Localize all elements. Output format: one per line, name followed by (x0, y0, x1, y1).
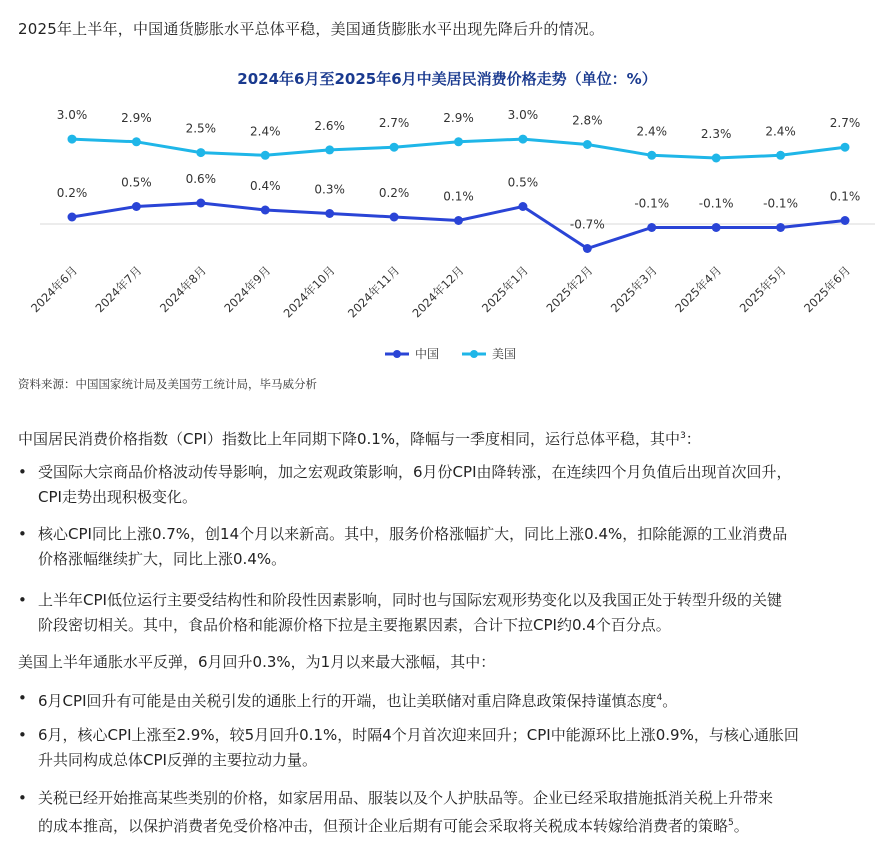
data-point (647, 151, 656, 160)
us-bullet-1 (18, 686, 888, 714)
footnote-ref: 3 (680, 431, 686, 441)
footnote-ref: 5 (728, 818, 734, 828)
data-label: 2.6% (314, 118, 345, 133)
bullet-line: 升共同构成总体CPI反弹的主要拉动力量。 (38, 751, 317, 769)
source-note: 资料来源：中国国家统计局及美国劳工统计局，毕马威分析 (18, 377, 317, 391)
data-point (583, 244, 592, 253)
x-tick-label: 2025年2月 (543, 263, 596, 316)
data-point (583, 140, 592, 149)
data-point (196, 148, 205, 157)
intro-text: 2025年上半年，中国通货膨胀水平总体平稳，美国通货膨胀水平出现先降后升的情况。 (18, 20, 605, 38)
data-label: 0.2% (56, 186, 88, 200)
bullet-dot: • (18, 525, 27, 543)
x-tick-label: 2025年1月 (478, 263, 532, 316)
bullet-line: 的成本推高，以保护消费者免受价格冲击，但预计企业后期有可能会采取将关税成本转嫁给消费者的策略 (38, 817, 729, 835)
bullet-dot: • (18, 463, 27, 481)
data-point (261, 151, 270, 160)
bullet-dot: • (18, 689, 27, 707)
data-label: -0.1% (698, 196, 734, 211)
x-tick-label: 2024年6月 (28, 263, 81, 316)
bullet-dot: • (18, 591, 27, 609)
china-cpi-paragraph (18, 424, 888, 452)
bullet-line: 关税已经开始推高某些类别的价格，如家居用品、服装以及个人护肤品等。企业已经采取措施抵消关税上升带来 (38, 789, 774, 807)
bullet-line-end: 。 (662, 692, 678, 710)
x-tick-label: 2024年8月 (156, 263, 209, 316)
china-bullet-2 (18, 522, 888, 572)
data-point (325, 145, 334, 154)
bullet-line: 价格涨幅继续扩大，同比上涨0.4%。 (38, 550, 287, 568)
data-point (325, 209, 334, 218)
x-tick-label: 2025年5月 (736, 263, 789, 316)
data-point (196, 199, 205, 208)
bullet-line: 上半年CPI低位运行主要受结构性和阶段性因素影响，同时也与国际宏观形势变化以及我国正处于转型升级的关键 (38, 591, 782, 609)
bullet-line: 受国际大宗商品价格波动传导影响，加之宏观政策影响，6月份CPI由降转涨，在连续四个月负值后出现首次回升， (38, 463, 792, 481)
data-label: 0.1% (829, 189, 861, 204)
data-label: 2.5% (185, 121, 217, 136)
data-label: 3.0% (56, 108, 88, 123)
data-point (841, 143, 850, 152)
x-tick-label: 2024年7月 (92, 263, 145, 316)
data-label: 2.8% (572, 113, 603, 128)
data-label: 2.4% (765, 124, 796, 139)
china-bullet-3 (18, 588, 888, 638)
data-label: -0.1% (763, 196, 798, 211)
data-point (390, 213, 399, 222)
data-label: 2.3% (700, 127, 732, 141)
data-point (518, 202, 527, 211)
bullet-line: 核心CPI同比上涨0.7%，创14个月以来新高。其中，服务价格涨幅扩大，同比上涨0.4%，扣除能源的工业消费品 (38, 525, 788, 543)
chart-title: 2024年6月至2025年6月中美居民消费价格走势（单位：%） (237, 70, 657, 88)
data-label: 0.6% (185, 172, 217, 186)
data-label: 2.9% (443, 110, 474, 125)
data-label: 2.7% (378, 116, 410, 131)
data-point (390, 143, 399, 152)
data-point (454, 137, 463, 146)
data-point (132, 202, 141, 211)
legend-label: 中国 (415, 347, 440, 361)
data-label: 0.5% (507, 175, 539, 190)
data-point (454, 216, 463, 225)
bullet-line: CPI走势出现积极变化。 (38, 488, 197, 506)
data-point (712, 154, 721, 163)
data-point (261, 206, 270, 215)
bullet-line: 6月，核心CPI上涨至2.9%，较5月回升0.1%，时隔4个月首次迎来回升；CPI中能源环比上涨0.9%，与核心通胀回 (38, 726, 799, 744)
x-tick-label: 2025年4月 (672, 263, 725, 316)
data-point (841, 216, 850, 225)
bullet-line: 阶段密切相关。其中，食品价格和能源价格下拉是主要拖累因素，合计下拉CPI约0.4个百分点。 (38, 616, 671, 634)
legend-marker (470, 350, 478, 358)
data-label: 0.4% (250, 179, 281, 193)
x-tick-label: 2024年11月 (344, 263, 403, 321)
data-point (132, 137, 141, 146)
china-cpi-text-end: ： (685, 430, 701, 448)
data-label: 0.2% (378, 186, 410, 200)
china-cpi-text: 中国居民消费价格指数（CPI）指数比上年同期下降0.1%，降幅与一季度相同，运行总体平稳，其中 (18, 430, 681, 448)
legend-marker (393, 350, 401, 358)
footnote-ref: 4 (656, 693, 663, 703)
bullet-line-end: 。 (733, 817, 749, 835)
x-tick-label: 2024年10月 (280, 263, 338, 321)
data-label: -0.1% (634, 196, 670, 211)
data-label: -0.7% (569, 217, 605, 232)
data-point (518, 135, 527, 144)
cpi-line-chart (0, 95, 894, 375)
data-point (68, 135, 77, 144)
data-label: 2.4% (636, 124, 667, 139)
data-label: 0.1% (443, 189, 474, 204)
bullet-line: 6月CPI回升有可能是由关税引发的通胀上行的开端，也让美联储对重启降息政策保持谨慎态度 (38, 692, 657, 710)
data-label: 2.9% (121, 110, 152, 125)
us-cpi-paragraph: 美国上半年通胀水平反弹，6月回升0.3%，为1月以来最大涨幅，其中： (18, 653, 496, 671)
data-label: 0.3% (314, 182, 345, 197)
data-point (712, 223, 721, 232)
data-point (776, 151, 785, 160)
data-label: 3.0% (507, 108, 539, 123)
data-label: 0.5% (121, 175, 152, 190)
china-bullet-1 (18, 460, 888, 510)
legend-label: 美国 (492, 347, 517, 361)
data-point (776, 223, 785, 232)
us-bullet-3 (18, 786, 888, 839)
us-bullet-2 (18, 723, 888, 773)
x-tick-label: 2025年6月 (801, 263, 854, 316)
x-tick-label: 2024年9月 (221, 263, 274, 316)
data-point (647, 223, 656, 232)
data-label: 2.7% (829, 116, 861, 131)
x-tick-label: 2024年12月 (409, 263, 467, 321)
bullet-dot: • (18, 789, 27, 807)
x-tick-label: 2025年3月 (607, 263, 660, 316)
data-point (68, 213, 77, 222)
bullet-dot: • (18, 726, 27, 744)
data-label: 2.4% (250, 124, 281, 139)
